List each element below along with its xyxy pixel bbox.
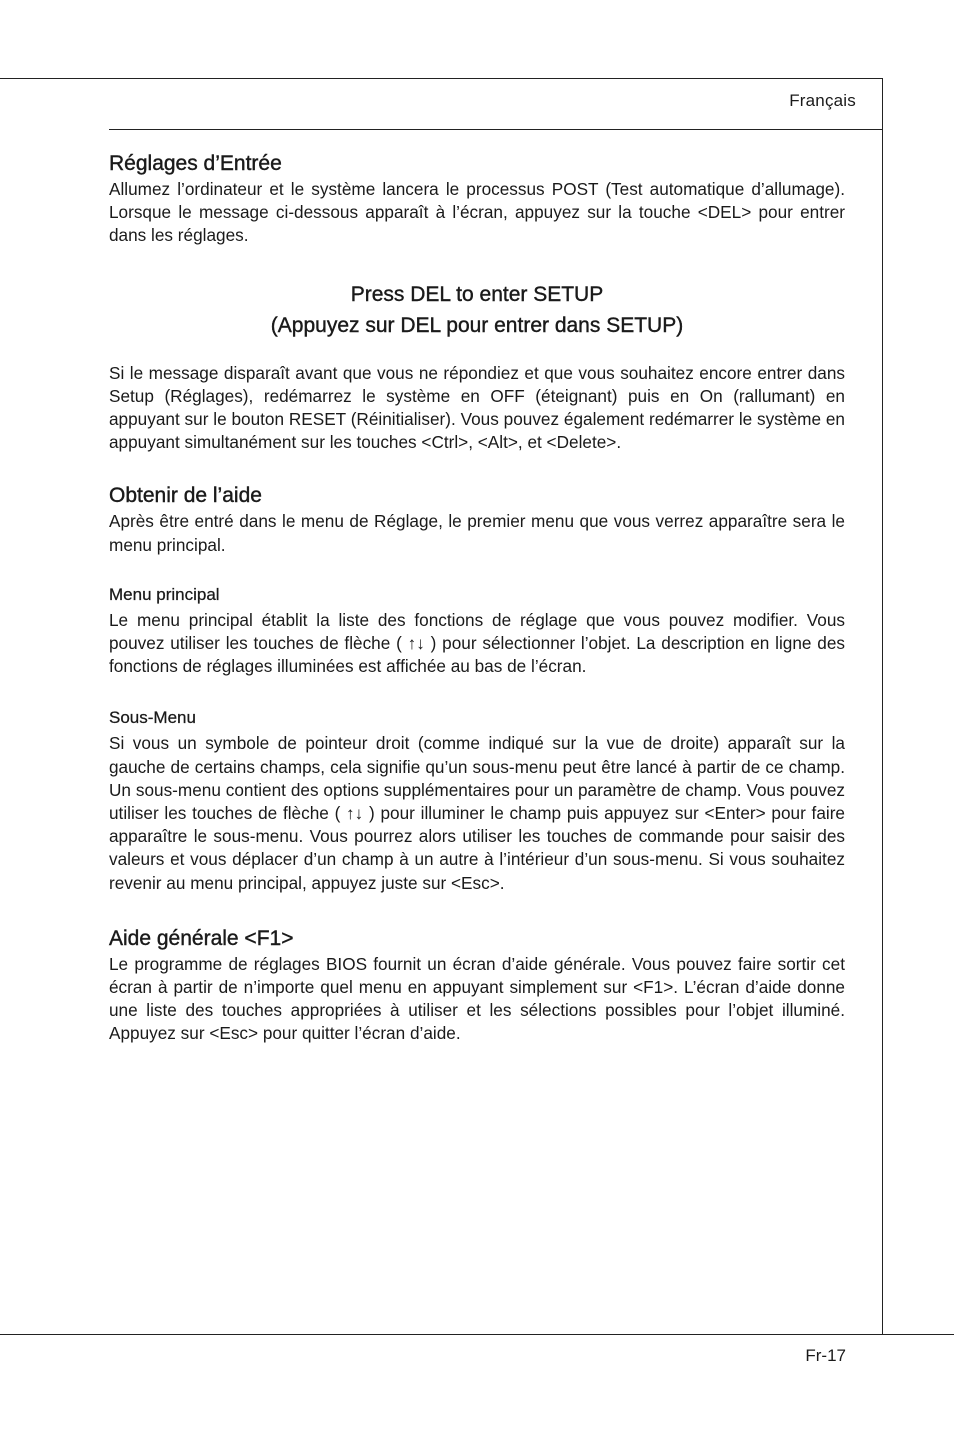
setup-prompt-line-1: Press DEL to enter SETUP	[350, 282, 604, 306]
section-title-aide-generale: Aide générale <F1>	[109, 926, 294, 950]
section-title-obtenir-aide: Obtenir de l’aide	[109, 484, 262, 508]
paragraph-menu-principal: Le menu principal établit la liste des fonctions de réglage que vous pouvez modifier. Vous pouvez utiliser les touches de flèche ( ↑↓ ) pour sélectionner l’objet. La description en ligne des fonctions de réglages illuminées est affichée au bas de l’écran.	[109, 609, 845, 677]
setup-prompt-line-2: (Appuyez sur DEL pour entrer dans SETUP)	[270, 313, 684, 337]
header-rule	[109, 129, 883, 130]
subsection-title-menu-principal: Menu principal	[109, 584, 220, 604]
right-margin-rule	[882, 78, 883, 1334]
paragraph-restart: Si le message disparaît avant que vous ne répondiez et que vous souhaitez encore entrer dans Setup (Réglages), redémarrez le système en OFF (éteignant) puis en On (rallumant) en appuyant sur le bouton RESET (Réinitialiser). Vous pouvez également redémarrer le système en appuyant simultanément sur les touches <Ctrl>, <Alt>, et <Delete>.	[109, 362, 845, 453]
paragraph-aide-generale: Le programme de réglages BIOS fournit un écran d’aide générale. Vous pouvez faire sortir cet écran à partir de n’importe quel menu en appuyant simplement sur <F1>. L’écran d’aide donne une liste des touches appropriées à utiliser et les sélections possibles pour l’objet illuminé. Appuyez sur <Esc> pour quitter l’écran d’aide.	[109, 953, 845, 1044]
paragraph-obtenir-aide: Après être entré dans le menu de Réglage, le premier menu que vous verrez apparaître sera le menu principal.	[109, 511, 845, 555]
page-number: Fr-17	[805, 1346, 846, 1365]
page-content	[109, 150, 845, 1046]
paragraph-reglages-entree: Allumez l’ordinateur et le système lancera le processus POST (Test automatique d’allumage). Lorsque le message ci-dessous apparaît à l’écran, appuyez sur la touche <DEL> pour entrer dans les réglages.	[109, 179, 845, 246]
paragraph-sous-menu: Si vous un symbole de pointeur droit (comme indiqué sur la vue de droite) apparaît sur la gauche de certains champs, cela signifie qu’un sous-menu peut être lancé à partir de ce champ. Un sous-menu contient des options supplémentaires pour un paramètre de champ. Vous pouvez utiliser les touches de flèche ( ↑↓ ) pour illuminer le champ puis appuyez sur <Enter> pour faire apparaître le sous-menu. Vous pourrez alors utiliser les touches de commande pour saisir des valeurs et vous déplacer d’un champ à un autre à l’intérieur d’un sous-menu. Si vous souhaitez revenir au menu principal, appuyez juste sur <Esc>.	[109, 733, 845, 893]
header-language: Français	[789, 91, 856, 110]
subsection-title-sous-menu: Sous-Menu	[109, 708, 196, 728]
section-title-reglages-entree: Réglages d’Entrée	[109, 152, 282, 175]
footer-rule	[0, 1334, 954, 1335]
top-rule	[0, 78, 883, 79]
setup-prompt	[109, 279, 845, 341]
